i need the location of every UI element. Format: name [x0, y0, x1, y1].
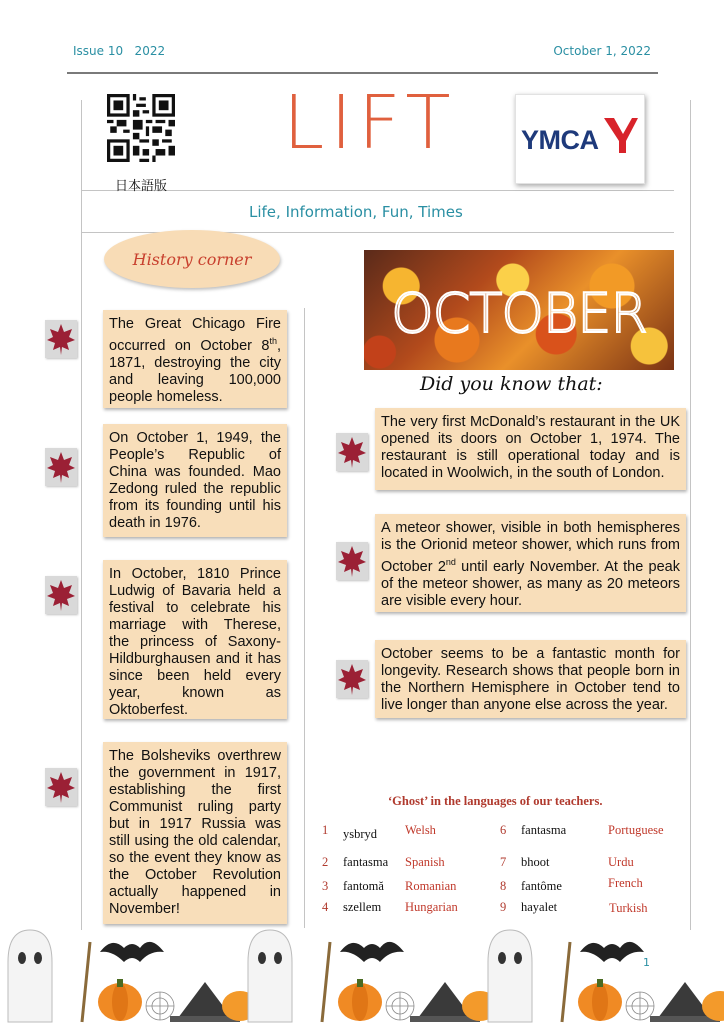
ghost-word: fantôme — [521, 879, 562, 893]
october-banner-text: OCTOBER — [391, 282, 647, 345]
ghost-language: Hungarian — [405, 900, 458, 914]
header-rule — [67, 72, 658, 74]
ymca-y-mark-icon — [602, 115, 640, 155]
newsletter-title: LIFT — [283, 80, 457, 166]
ghost-word: hayalet — [521, 900, 558, 914]
ghost-language: Spanish — [405, 855, 445, 869]
ghost-number: 1 — [322, 823, 329, 837]
history-item: The Great Chicago Fire occurred on October 8th, 1871, destroying the city and leaving 100,000 people homeless. — [103, 310, 287, 408]
fact-item: The very first McDonald’s restaurant in the UK opened its doors on October 1, 1974. The restaurant is still operational today and is located in Woolwich, in the south of London. — [375, 408, 686, 490]
maple-leaf-icon — [45, 576, 77, 614]
ghost-word: bhoot — [521, 855, 550, 869]
history-item: On October 1, 1949, the People’s Republic of China was founded. Mao Zedong ruled the republic from its founding until his death in 1976. — [103, 424, 287, 537]
ghost-language: French — [608, 876, 643, 890]
did-you-know-heading: Did you know that: — [420, 373, 603, 395]
ghost-word: fantasma — [521, 823, 567, 837]
maple-leaf-icon — [45, 768, 77, 806]
ghost-language: Welsh — [405, 823, 436, 837]
ghost-language: Portuguese — [608, 823, 664, 837]
halloween-border — [0, 922, 724, 1024]
ghost-word: fantasma — [343, 855, 389, 869]
ghost-number: 9 — [500, 900, 507, 914]
ghost-word: fantomă — [343, 879, 384, 893]
october-banner — [364, 250, 674, 370]
ymca-logo-text: YMCA — [521, 125, 599, 155]
newsletter-tagline: Life, Information, Fun, Times — [249, 203, 463, 221]
ghost-number: 7 — [500, 855, 507, 869]
qr-code — [107, 94, 175, 162]
qr-caption: 日本語版 — [114, 179, 167, 194]
qr-code-icon — [107, 94, 175, 162]
left-frame-line — [81, 100, 82, 930]
page-number: 1 — [643, 956, 650, 969]
ymca-logo — [515, 94, 645, 184]
ghost-language: Urdu — [608, 855, 634, 869]
issue-label: Issue 10 2022 — [73, 44, 166, 58]
ghost-number: 4 — [322, 900, 329, 914]
ghost-language: Turkish — [609, 901, 648, 915]
center-column-line — [304, 308, 305, 928]
maple-leaf-icon — [45, 320, 77, 358]
history-item: In October, 1810 Prince Ludwig of Bavaria held a festival to celebrate his marriage with Therese, the princess of Saxony-Hildburghausen and it has since been held every year, known as Oktoberfest. — [103, 560, 287, 719]
history-corner-label: History corner — [132, 249, 252, 269]
history-corner-heading — [104, 230, 280, 288]
ghost-number: 8 — [500, 879, 507, 893]
maple-leaf-icon — [336, 433, 368, 471]
history-item: The Bolsheviks overthrew the government in 1917, establishing the first Communist ruling party but in 1917 Russia was still using the old calendar, so the event they know as the October Revolution actually happened in November! — [103, 742, 287, 924]
maple-leaf-icon — [336, 660, 368, 698]
right-frame-line — [690, 100, 691, 930]
fact-item: A meteor shower, visible in both hemispheres is the Orionid meteor shower, which runs from October 2nd until early November. At the peak of the meteor shower, as many as 20 meteors are visible every hour. — [375, 514, 686, 612]
ghost-word: szellem — [343, 900, 382, 914]
maple-leaf-icon — [45, 448, 77, 486]
ghost-word: ysbryd — [343, 827, 378, 841]
halloween-decoration-icon — [0, 922, 724, 1024]
maple-leaf-icon — [336, 542, 368, 580]
fact-item: October seems to be a fantastic month for longevity. Research shows that people born in the Northern Hemisphere in October tend to live longer than anyone else across the year. — [375, 640, 686, 718]
ghost-language: Romanian — [405, 879, 457, 893]
ghost-number: 6 — [500, 823, 507, 837]
ghost-number: 3 — [322, 879, 329, 893]
issue-date: October 1, 2022 — [553, 44, 651, 58]
ghost-languages-title: ‘Ghost’ in the languages of our teachers. — [388, 794, 603, 808]
ghost-number: 2 — [322, 855, 329, 869]
